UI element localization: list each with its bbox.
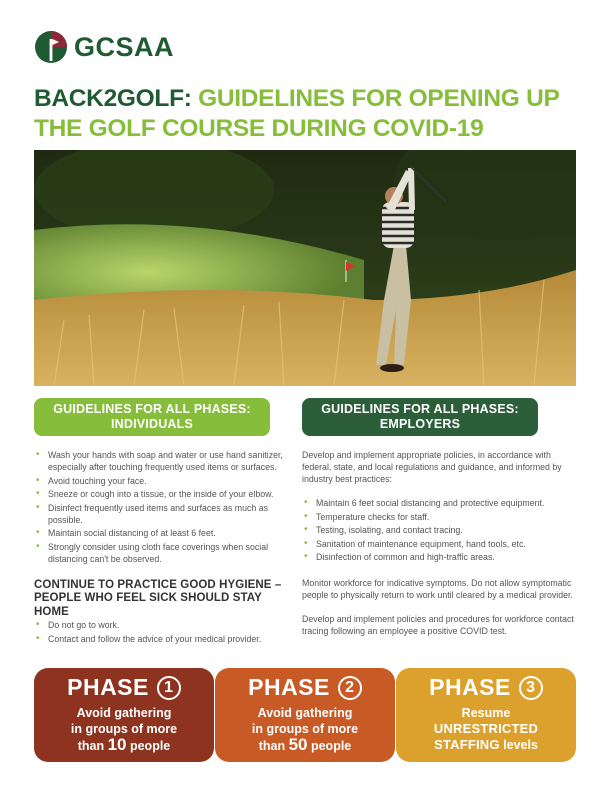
phase-line: in groups of more [251, 722, 359, 736]
phase-line: Avoid gathering [257, 706, 353, 720]
phase-text: levels [499, 738, 538, 752]
hygiene-subheading: CONTINUE TO PRACTICE GOOD HYGIENE – PEOPLE WHO FEEL SICK SHOULD STAY HOME [34, 578, 282, 618]
phase-1-description [34, 705, 214, 754]
monitor-paragraph: Monitor workforce for indicative symptoms. Do not allow symptomatic people to physically return to work until cleared by a medical provider. [302, 578, 573, 600]
employers-heading-line2: EMPLOYERS [379, 417, 461, 431]
title-part-2: GUIDELINES FOR OPENING UP THE GOLF COURSE DURING COVID-19 [34, 85, 560, 142]
phase-text: than [258, 739, 289, 753]
individuals-heading [34, 398, 270, 436]
sick-bullet-list [34, 619, 284, 645]
phase-line [396, 737, 576, 753]
list-item: • Wash your hands with soap and water or use hand sanitizer, especially after touching frequently used items or surfaces. [34, 449, 284, 473]
phase-1-card [34, 668, 214, 762]
individuals-bullet-list [34, 449, 284, 565]
phase-3-heading [396, 674, 576, 701]
phase-line: Avoid gathering [76, 706, 172, 720]
employers-heading-line1: GUIDELINES FOR ALL PHASES: [321, 402, 519, 416]
phase-number-circle: 2 [338, 676, 362, 700]
list-item: • Sneeze or cough into a tissue, or the inside of your elbow. [34, 488, 284, 500]
logo-text: GCSAA [74, 31, 175, 62]
list-item: • Sanitation of maintenance equipment, hand tools, etc. [302, 538, 578, 550]
page-title [34, 84, 594, 144]
list-item: • Maintain 6 feet social distancing and protective equipment. [302, 497, 578, 509]
phase-line [34, 737, 214, 754]
list-item: • Strongly consider using cloth face coverings when social distancing can't be observed. [34, 541, 284, 565]
phase-line: UNRESTRICTED [433, 721, 539, 736]
tracing-paragraph: Develop and implement policies and procedures for workforce contact tracing following an employee a positive COVID test. [302, 614, 574, 636]
phase-line: in groups of more [70, 722, 178, 736]
phase-line: Resume [461, 706, 511, 720]
list-item: • Disinfection of common and high-traffic areas. [302, 551, 578, 563]
phase-number-circle: 1 [157, 676, 181, 700]
hero-image-golfer [34, 150, 576, 386]
phase-label: PHASE [67, 674, 149, 700]
employers-column [302, 449, 578, 649]
employers-heading [302, 398, 538, 436]
list-item: • Do not go to work. [34, 619, 284, 631]
phase-1-heading [34, 674, 214, 701]
list-item: • Avoid touching your face. [34, 475, 284, 487]
phase-number-big: 10 [107, 735, 127, 754]
phase-number-big: 50 [288, 735, 308, 754]
individuals-column [34, 449, 284, 646]
phase-line [215, 737, 395, 754]
individuals-heading-line2: INDIVIDUALS [110, 417, 194, 431]
phase-text: STAFFING [434, 737, 500, 752]
employers-bullet-list [302, 497, 578, 563]
list-item: • Temperature checks for staff. [302, 511, 578, 523]
list-item: • Disinfect frequently used items and surfaces as much as possible. [34, 502, 284, 526]
phase-2-heading [215, 674, 395, 701]
employers-intro: Develop and implement appropriate policies, in accordance with federal, state, and local regulations and guidance, and informed by industry best practices: [302, 450, 562, 484]
phase-text: than [77, 739, 108, 753]
phase-2-description [215, 705, 395, 754]
phase-text: people [307, 739, 352, 753]
phase-label: PHASE [429, 674, 511, 700]
individuals-heading-line1: GUIDELINES FOR ALL PHASES: [53, 402, 251, 416]
phase-number-circle: 3 [519, 676, 543, 700]
gcsaa-logo [34, 30, 174, 64]
gcsaa-emblem-icon [34, 30, 68, 64]
phase-3-card [396, 668, 576, 762]
phase-text: people [126, 739, 171, 753]
phase-2-card [215, 668, 395, 762]
phase-label: PHASE [248, 674, 330, 700]
phase-3-description [396, 705, 576, 753]
list-item: • Contact and follow the advice of your medical provider. [34, 633, 284, 645]
list-item: • Testing, isolating, and contact tracing. [302, 524, 578, 536]
title-part-1: BACK2GOLF: [34, 85, 199, 112]
list-item: • Maintain social distancing of at least 6 feet. [34, 527, 284, 539]
